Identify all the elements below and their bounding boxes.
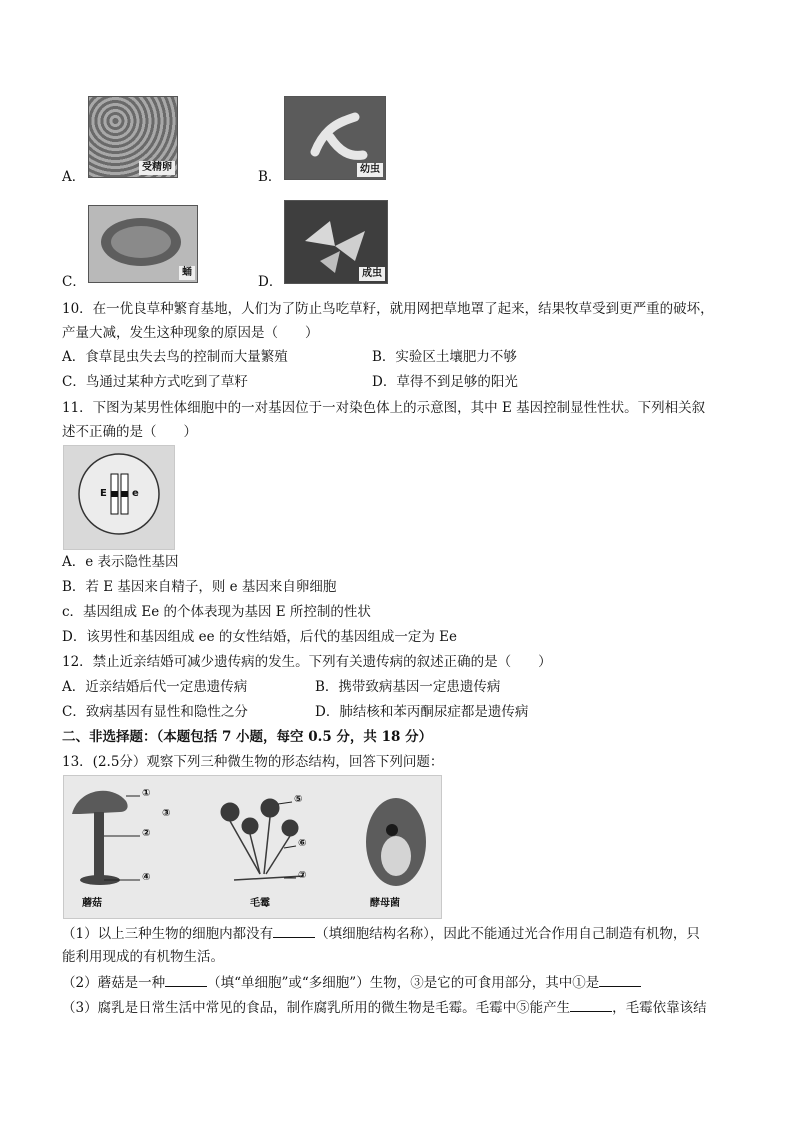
sub3-text-a: （3）腐乳是日常生活中常见的食品，制作腐乳所用的微生物是毛霉。毛霉中⑤能产生 xyxy=(62,1000,571,1016)
microorganism-figure xyxy=(63,775,442,919)
q11-option-b: B．若 E 基因来自精子，则 e 基因来自卵细胞 xyxy=(62,579,337,595)
larva-image xyxy=(284,96,386,180)
gene-label-recessive: e xyxy=(132,488,139,499)
fertilized-egg-image xyxy=(88,96,178,178)
answer-blank[interactable] xyxy=(570,997,612,1012)
option-a-label: A． xyxy=(62,169,86,185)
q11-option-d: D．该男性和基因组成 ee 的女性结婚，后代的基因组成一定为 Ee xyxy=(62,629,458,645)
image-caption: 受精卵 xyxy=(139,161,175,175)
q10-option-c: C．鸟通过某种方式吃到了草籽 xyxy=(62,374,248,390)
sub3-text-b: ，毛霉依靠该结 xyxy=(612,1000,707,1016)
answer-blank[interactable] xyxy=(165,972,207,987)
mushroom-label: 蘑菇 xyxy=(82,898,102,909)
label-1: ① xyxy=(142,788,151,799)
q12-stem: 12．禁止近亲结婚可减少遗传病的发生。下列有关遗传病的叙述正确的是（ ） xyxy=(62,654,552,670)
q10-option-d: D．草得不到足够的阳光 xyxy=(372,374,518,390)
q12-option-a: A．近亲结婚后代一定患遗传病 xyxy=(62,679,248,695)
cell-diagram xyxy=(64,446,174,549)
q10-option-b: B．实验区土壤肥力不够 xyxy=(372,349,517,365)
option-d-label: D． xyxy=(258,274,283,290)
yeast-label: 酵母菌 xyxy=(370,898,400,909)
q12-option-c: C．致病基因有显性和隐性之分 xyxy=(62,704,248,720)
q13-sub1-line1 xyxy=(62,923,700,944)
sub1-text-a: （1）以上三种生物的细胞内都没有 xyxy=(62,926,274,942)
q12-option-d: D．肺结核和苯丙酮尿症都是遗传病 xyxy=(315,704,529,720)
mold-label: 毛霉 xyxy=(250,898,270,909)
q11-stem-line2: 述不正确的是（ ） xyxy=(62,424,197,440)
image-caption: 蛹 xyxy=(179,266,195,280)
answer-blank[interactable] xyxy=(599,972,641,987)
q13-stem: 13．(2.5分）观察下列三种微生物的形态结构，回答下列问题： xyxy=(62,754,444,770)
label-4: ④ xyxy=(142,872,151,883)
q11-stem-line1: 11．下图为某男性体细胞中的一对基因位于一对染色体上的示意图，其中 E 基因控制显性性状。下列相关叙 xyxy=(62,400,706,416)
image-caption: 成虫 xyxy=(359,267,385,281)
q13-sub1-line2: 能利用现成的有机物生活。 xyxy=(62,949,224,965)
label-7: ⑦ xyxy=(298,870,307,881)
q13-sub3 xyxy=(62,997,707,1018)
q10-option-a: A．食草昆虫失去鸟的控制而大量繁殖 xyxy=(62,349,288,365)
adult-moth-image xyxy=(284,200,388,284)
q10-stem-line1: 10．在一优良草种繁育基地，人们为了防止鸟吃草籽，就用网把草地罩了起来，结果牧草受到更严重的破坏， xyxy=(62,301,714,317)
sub2-text-a: （2）蘑菇是一种 xyxy=(62,975,166,991)
label-5: ⑤ xyxy=(294,794,303,805)
image-caption: 幼虫 xyxy=(357,163,383,177)
q10-stem-line2: 产量大减，发生这种现象的原因是（ ） xyxy=(62,325,319,341)
sub1-text-b: （填细胞结构名称），因此不能通过光合作用自己制造有机物，只 xyxy=(315,926,700,942)
q13-sub2 xyxy=(62,972,641,993)
q11-option-c: c．基因组成 Ee 的个体表现为基因 E 所控制的性状 xyxy=(62,604,371,620)
sub2-text-b: （填“单细胞”或“多细胞”）生物，③是它的可食用部分，其中①是 xyxy=(207,975,600,991)
section-heading: 二、非选择题：（本题包括 7 小题，每空 0.5 分，共 18 分） xyxy=(62,729,433,745)
label-3: ③ xyxy=(162,808,171,819)
option-c-label: C． xyxy=(62,274,86,290)
option-b-label: B． xyxy=(258,169,282,185)
gene-label-dominant: E xyxy=(100,488,107,499)
q12-option-b: B．携带致病基因一定患遗传病 xyxy=(315,679,501,695)
q11-option-a: A．e 表示隐性基因 xyxy=(62,554,179,570)
label-6: ⑥ xyxy=(298,838,307,849)
chromosome-figure xyxy=(63,445,175,550)
label-2: ② xyxy=(142,828,151,839)
pupa-image xyxy=(88,205,198,283)
answer-blank[interactable] xyxy=(273,923,315,938)
